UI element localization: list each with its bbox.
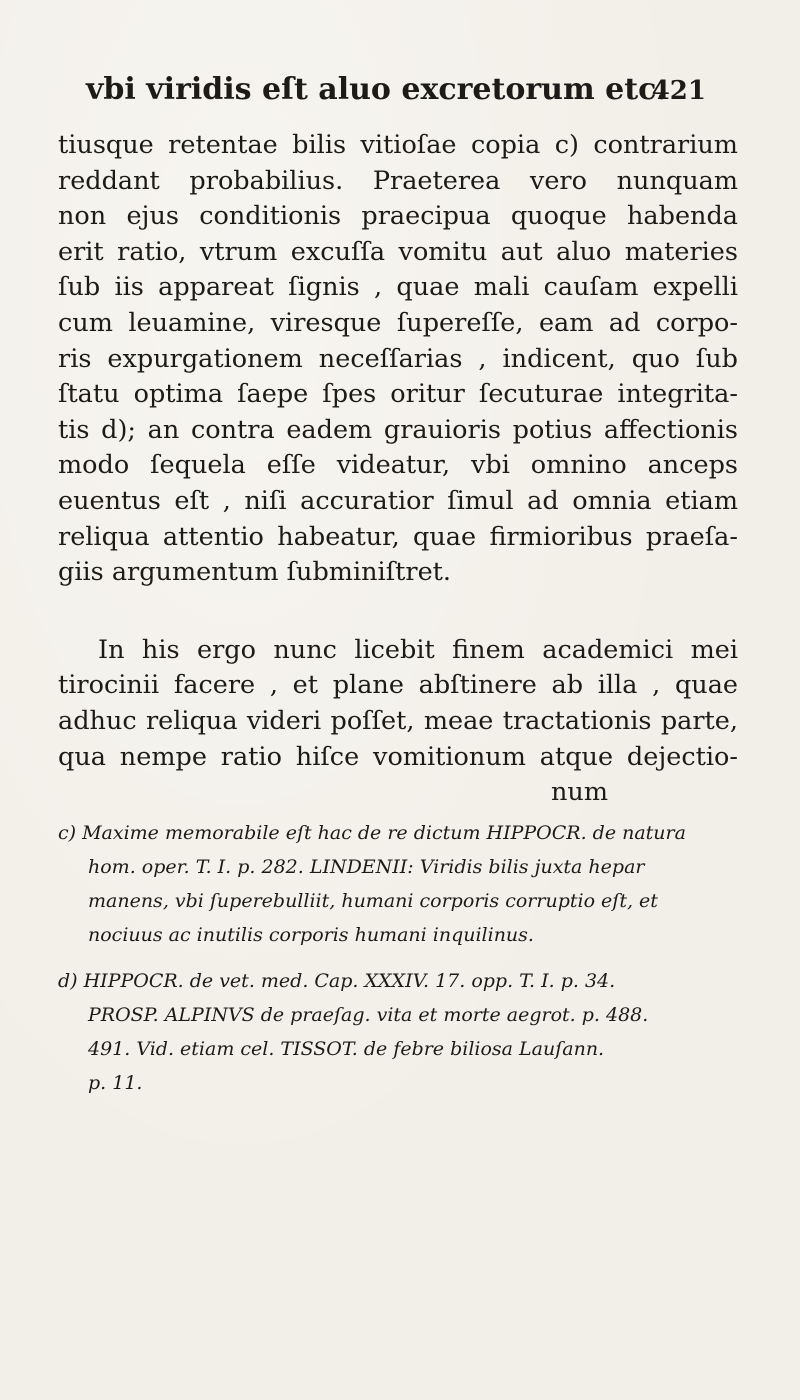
footnote-line: hom. oper. T. I. p. 282. LINDENII: Viridis bilis juxta hepar [88,856,645,878]
page-header [86,72,706,116]
text-line: In his ergo nunc licebit finem academici mei [98,634,738,665]
footnote-line: d) HIPPOCR. de vet. med. Cap. XXXIV. 17. opp. T. I. p. 34. [58,970,616,992]
text-line: adhuc reliqua videri poſſet, meae tractationis parte, [58,705,738,736]
footnote-line: PROSP. ALPINVS de praeſag. vita et morte aegrot. p. 488. [88,1004,649,1026]
footnote-line: c) Maxime memorabile eſt hac de re dictum HIPPOCR. de natura [58,822,686,844]
text-line: non ejus conditionis praecipua quoque habenda [58,201,738,232]
text-line: ſub iis appareat ſignis , quae mali cauſam expelli [58,272,738,303]
main-text [58,128,738,811]
footnotes [58,816,748,1100]
text-line: reddant probabilius. Praeterea vero nunquam [58,165,738,196]
catchword-row [58,775,738,811]
text-line: tis d); an contra eadem grauioris potius affectionis [58,414,738,445]
footnote-line: 491. Vid. etiam cel. TISSOT. de febre biliosa Lauſann. [88,1038,605,1060]
paragraph-1 [58,128,738,591]
footnote-c [58,816,748,952]
footnote-d [58,964,748,1100]
footnote-line: p. 11. [88,1072,143,1094]
paragraph-gap [58,591,738,633]
catchword: num [550,777,608,808]
text-line: ſtatu optima ſaepe ſpes oritur ſecuturae integrita- [58,379,738,410]
text-line: modo ſequela eſſe videatur, vbi omnino anceps [58,450,738,481]
text-line: erit ratio, vtrum excuſſa vomitu aut aluo materies [58,236,738,267]
running-head: vbi viridis eſt aluo excretorum etc. [86,72,667,107]
footnote-line: manens, vbi ſuperebulliit, humani corporis corruptio eſt, et [88,890,658,912]
text-line: tiusque retentae bilis vitioſae copia c) contrarium [58,130,738,160]
page-number: 421 [651,76,706,106]
text-line: qua nempe ratio hiſce vomitionum atque dejectio- [58,741,738,772]
paragraph-2 [58,633,738,811]
text-line: ris expurgationem neceſſarias , indicent, quo ſub [58,343,738,374]
text-line: giis argumentum ſubminiſtret. [58,557,452,588]
text-line: euentus eſt , niſi accuratior ſimul ad omnia etiam [58,485,738,516]
text-line: tirocinii facere , et plane abſtinere ab illa , quae [58,670,738,701]
footnote-line: nociuus ac inutilis corporis humani inquilinus. [88,924,534,946]
text-line: reliqua attentio habeatur, quae firmioribus praeſa- [58,521,738,552]
text-line: cum leuamine, viresque ſupereſſe, eam ad corpo- [58,307,738,338]
